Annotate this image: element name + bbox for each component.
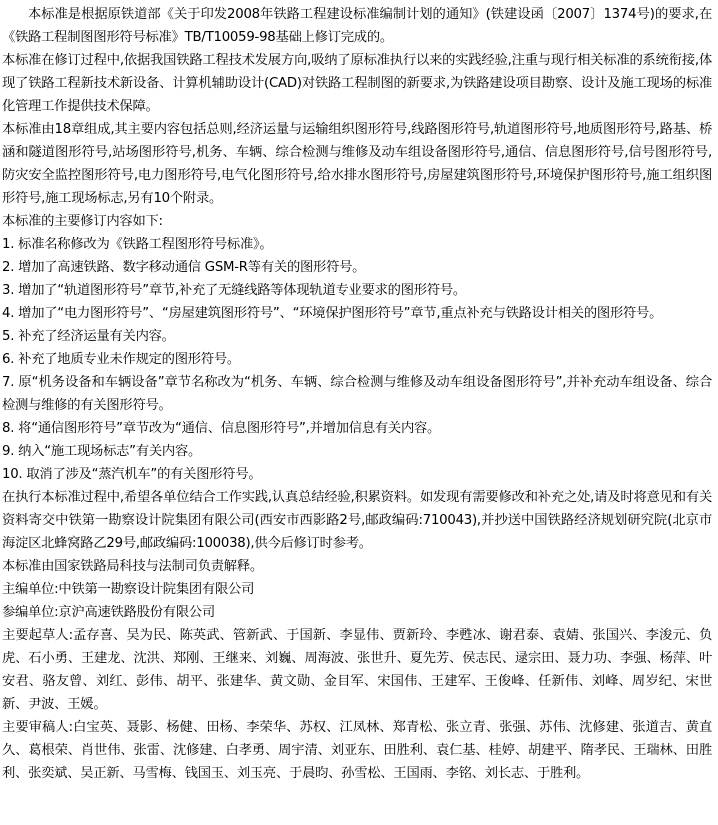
main-drafters: 主要起草人:孟存喜、吴为民、陈英武、管新武、于国新、李显伟、贾新玲、李甦冰、谢君泰、袁婧、张国兴、李浚元、负虎、石小勇、王建龙、沈洪、郑刚、王继来、刘巍、周海波、张世升、夏先芳、侯志民、逯宗田、聂力功、李强、杨萍、叶安君、骆友曾、刘红、彭伟、胡平、张建华、黄文勋、金目军、宋国伟、王建军、王俊峰、任新伟、刘峰、周岁纪、宋世新、尹波、王媛。 xyxy=(2,628,712,712)
revision-item: 7. 原“机务设备和车辆设备”章节名称改为“机务、车辆、综合检测与维修及动车组设备图形符号”,并补充动车组设备、综合检测与维修的有关图形符号。 xyxy=(2,375,712,413)
revision-item: 8. 将“通信图形符号”章节改为“通信、信息图形符号”,并增加信息有关内容。 xyxy=(2,421,441,436)
revision-item: 9. 纳入“施工现场标志”有关内容。 xyxy=(2,444,202,459)
revision-list xyxy=(2,233,712,486)
interpretation-paragraph: 本标准由国家铁路局科技与法制司负责解释。 xyxy=(2,559,263,574)
revision-item: 2. 增加了高速铁路、数字移动通信 GSM-R等有关的图形符号。 xyxy=(2,260,366,275)
chief-editing-unit: 主编单位:中铁第一勘察设计院集团有限公司 xyxy=(2,582,255,597)
feedback-paragraph: 在执行本标准过程中,希望各单位结合工作实践,认真总结经验,积累资料。如发现有需要修改和补充之处,请及时将意见和有关资料寄交中铁第一勘察设计院集团有限公司(西安市西影路2号,邮政编码:710043),并抄送中国铁路经济规划研究院(北京市海淀区北蜂窝路乙29号,邮政编码:100038),供今后修订时参考。 xyxy=(2,490,712,551)
participating-unit: 参编单位:京沪高速铁路股份有限公司 xyxy=(2,605,215,620)
intro-paragraph-revision-heading: 本标准的主要修订内容如下: xyxy=(2,214,163,229)
revision-item: 4. 增加了“电力图形符号”、“房屋建筑图形符号”、“环境保护图形符号”章节,重点补充与铁路设计相关的图形符号。 xyxy=(2,306,663,321)
revision-item: 3. 增加了“轨道图形符号”章节,补充了无缝线路等体现轨道专业要求的图形符号。 xyxy=(2,283,466,298)
main-reviewers: 主要审稿人:白宝英、聂影、杨健、田杨、李荣华、苏权、江凤林、郑青松、张立青、张强、苏伟、沈修建、张道吉、黄直久、葛根荣、肖世伟、张雷、沈修建、白孝勇、周宇清、刘亚东、田胜利、袁仁基、桂婷、胡建平、隋孝民、王瑞林、田胜利、张奕斌、吴正新、马雪梅、钱国玉、刘玉亮、于晨昀、孙雪松、王国雨、李铭、刘长志、于胜利。 xyxy=(2,720,712,781)
intro-paragraph-basis: 本标准是根据原铁道部《关于印发2008年铁路工程建设标准编制计划的通知》(铁建设函〔2007〕1374号)的要求,在《铁路工程制图图形符号标准》TB/T10059-98基础上修订完成的。 xyxy=(2,7,712,45)
revision-item: 6. 补充了地质专业未作规定的图形符号。 xyxy=(2,352,240,367)
intro-paragraph-revision-process: 本标准在修订过程中,依据我国铁路工程技术发展方向,吸纳了原标准执行以来的实践经验,注重与现行相关标准的系统衔接,体现了铁路工程新技术新设备、计算机辅助设计(CAD)对铁路工程制图的新要求,为铁路建设项目勘察、设计及施工现场的标准化管理工作提供技术保障。 xyxy=(2,53,712,114)
intro-paragraph-chapters: 本标准由18章组成,其主要内容包括总则,经济运量与运输组织图形符号,线路图形符号,轨道图形符号,地质图形符号,路基、桥涵和隧道图形符号,站场图形符号,机务、车辆、综合检测与维修及动车组设备图形符号,通信、信息图形符号,信号图形符号,防灾安全监控图形符号,电力图形符号,电气化图形符号,给水排水图形符号,房屋建筑图形符号,环境保护图形符号,施工组织图形符号,施工现场标志,另有10个附录。 xyxy=(2,122,712,206)
revision-item: 10. 取消了涉及“蒸汽机车”的有关图形符号。 xyxy=(2,467,262,482)
revision-item: 5. 补充了经济运量有关内容。 xyxy=(2,329,175,344)
revision-item: 1. 标准名称修改为《铁路工程图形符号标准》。 xyxy=(2,237,273,252)
